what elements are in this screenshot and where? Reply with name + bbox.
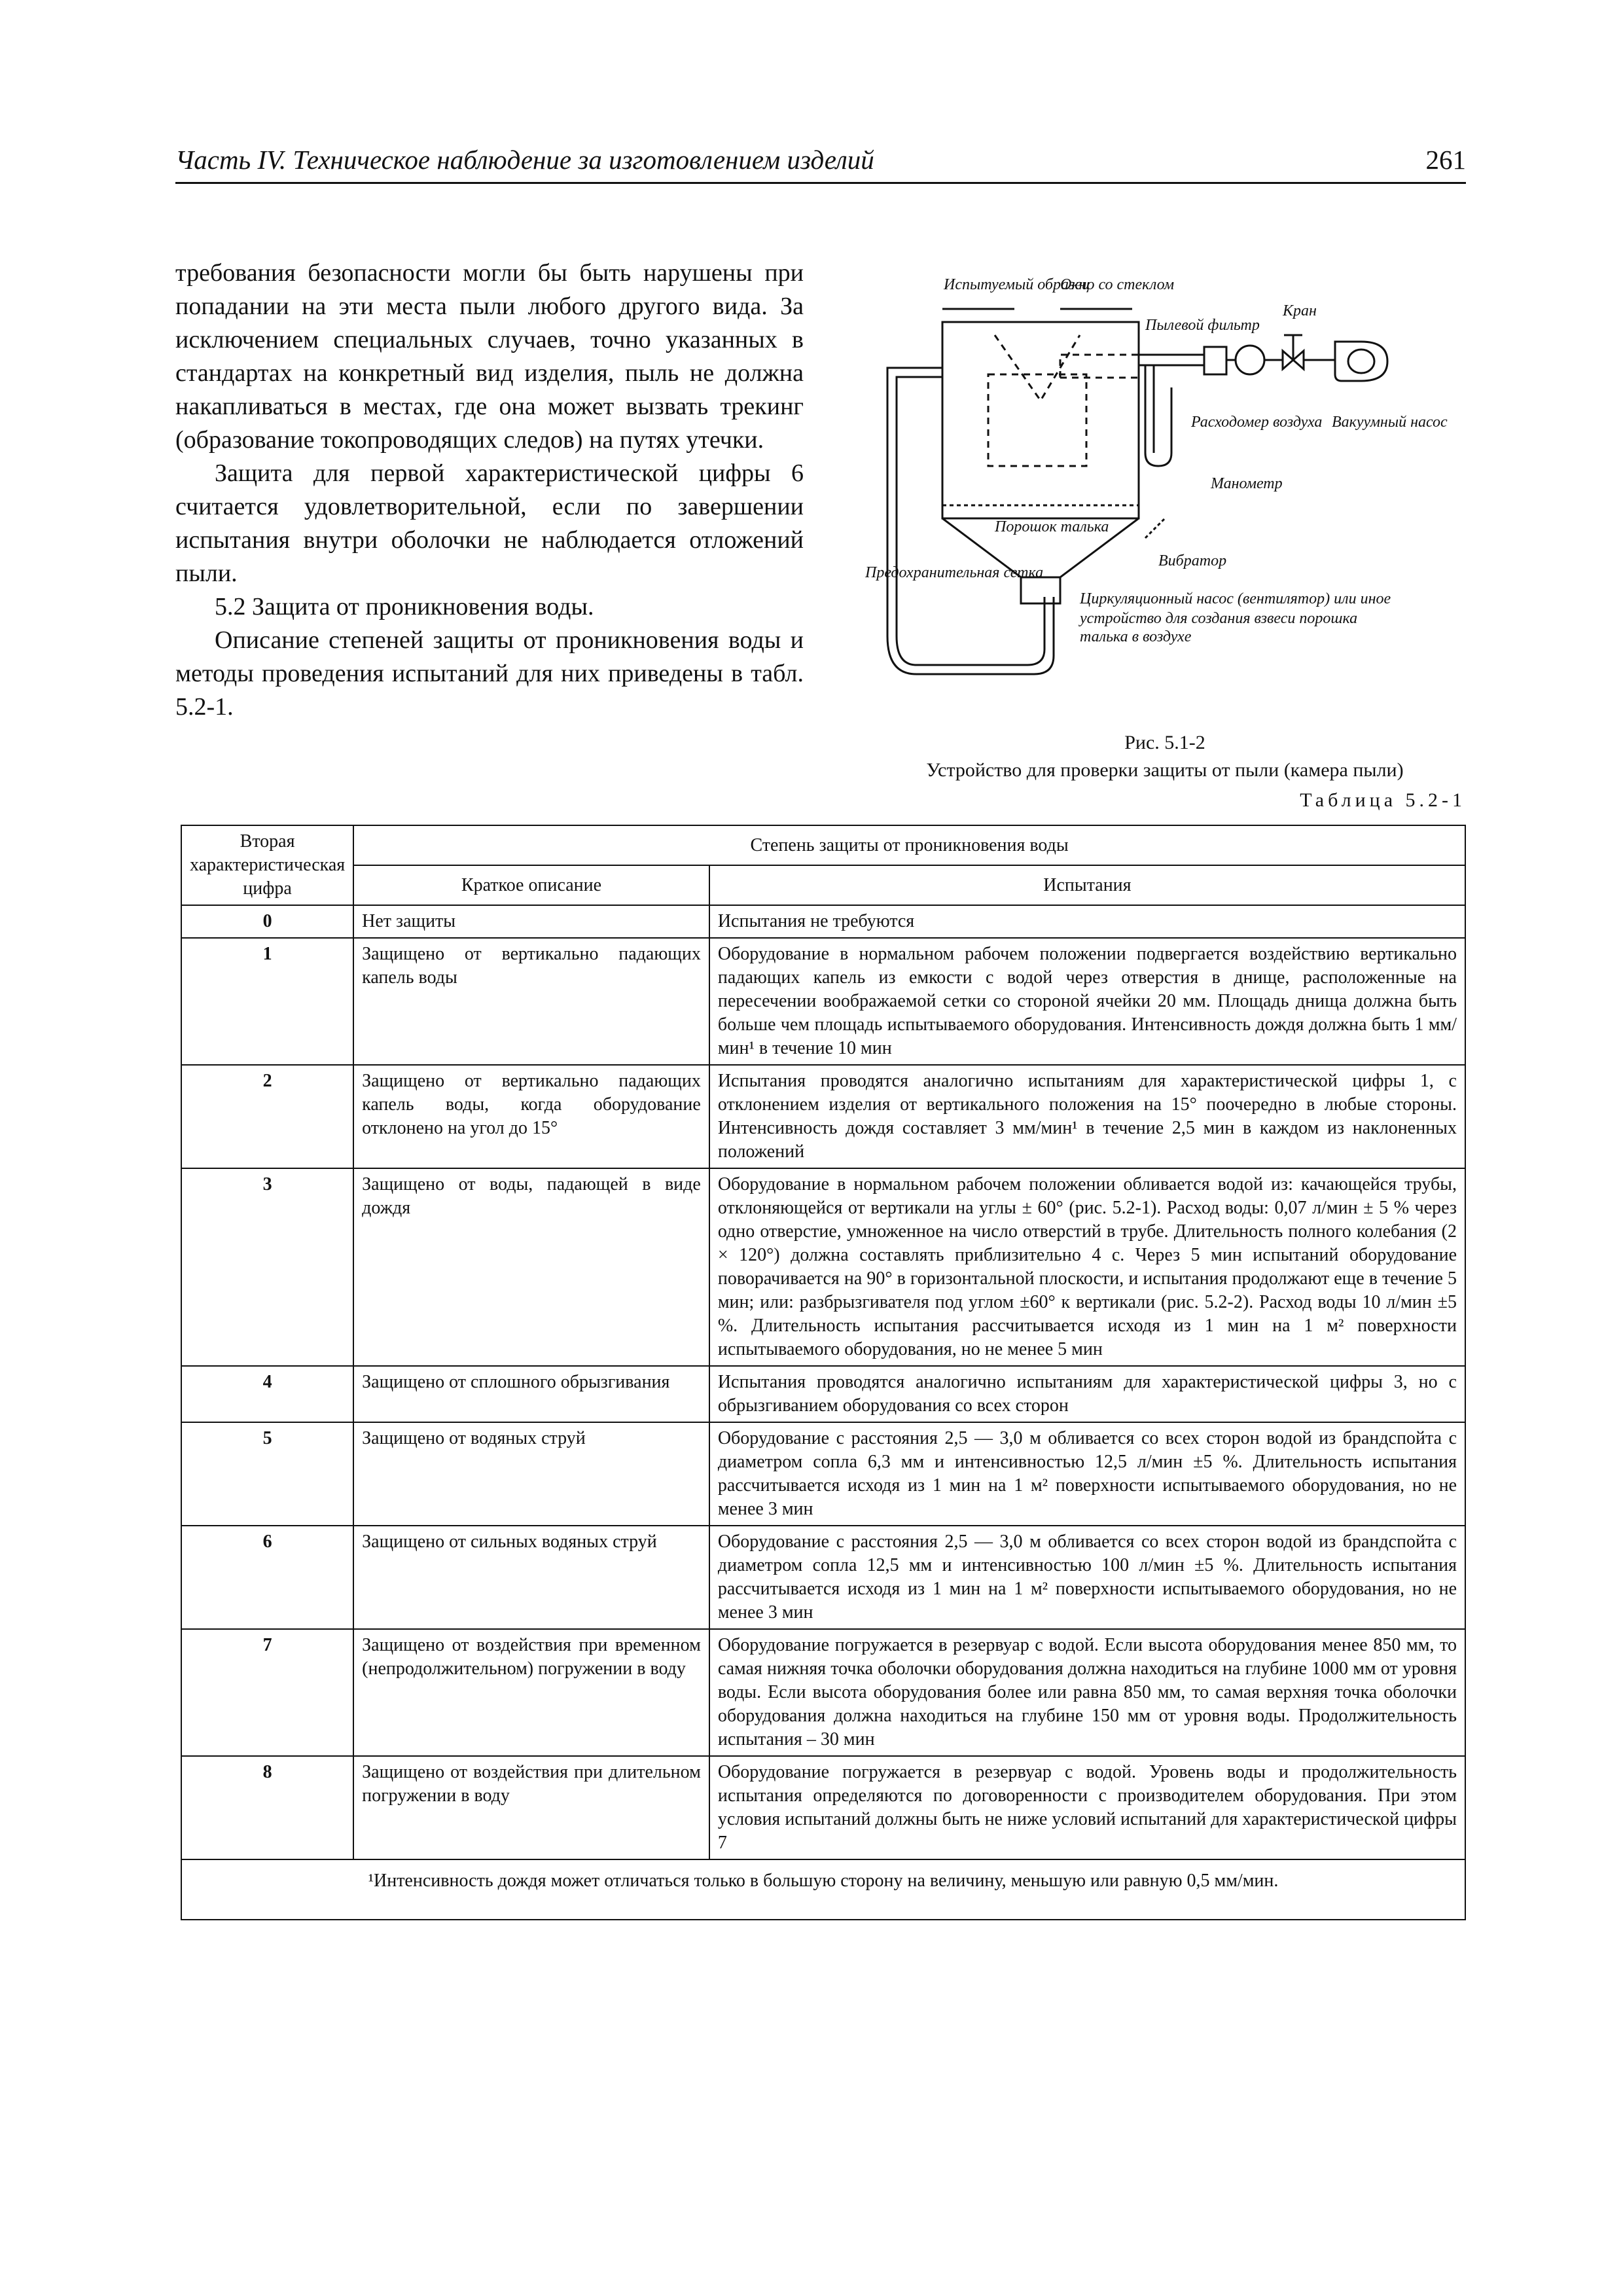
row-digit: 8 (181, 1756, 353, 1859)
row-description: Защищено от сильных водяных струй (353, 1526, 709, 1629)
row-description: Защищено от воздействия при временном (непродолжительном) погружении в воду (353, 1629, 709, 1756)
table-row (181, 1629, 1465, 1756)
header-title: Часть IV. Техническое наблюдение за изготовлением изделий (175, 145, 874, 175)
row-description: Защищено от сплошного обрызгивания (353, 1366, 709, 1422)
running-header (175, 136, 1466, 184)
label-filter: Пылевой фильтр (1145, 317, 1260, 334)
body-text (175, 257, 804, 724)
paragraph-1: требования безопасности могли бы быть нарушены при попадании на эти места пыли любого другого вида. За исключением специальных случаев, точно указанных в стандартах на конкретный вид изделия, пыль не должна накапливаться в местах, где она может вызвать трекинг (образование токопроводящих следов) на путях утечки. (175, 259, 804, 454)
label-mesh: Предохранительная сетка (865, 564, 1044, 581)
table-row (181, 1422, 1465, 1526)
row-description: Защищено от водяных струй (353, 1422, 709, 1526)
label-circ-1: Циркуляционный насос (вентилятор) или иное (1080, 590, 1391, 607)
row-description: Защищено от вертикально падающих капель воды, когда оборудование отклонено на угол до 15° (353, 1065, 709, 1168)
label-circ-2: устройство для создания взвеси порошка (1080, 610, 1358, 627)
paragraph-4: Описание степеней защиты от проникновения воды и методы проведения испытаний для них приведены в табл. 5.2-1. (175, 626, 804, 721)
row-digit: 1 (181, 938, 353, 1065)
label-circ-3: талька в воздухе (1080, 628, 1192, 645)
row-digit: 7 (181, 1629, 353, 1756)
paragraph-2: Защита для первой характеристической цифры 6 считается удовлетворительной, если по завершении испытания внутри оболочки не наблюдается отложений пыли. (175, 459, 804, 587)
row-test: Испытания проводятся аналогично испытаниям для характеристической цифры 3, но с обрызгиванием оборудования со всех сторон (709, 1366, 1465, 1422)
row-description: Защищено от вертикально падающих капель воды (353, 938, 709, 1065)
row-digit: 5 (181, 1422, 353, 1526)
row-test: Оборудование с расстояния 2,5 — 3,0 м обливается со всех сторон водой из брандспойта с диаметром сопла 12,5 мм и интенсивностью 100 л/мин ±5 %. Длительность испытания рассчитывается исходя из 1 мин на 1 м² поверхности испытываемого оборудования, но не менее 3 мин (709, 1526, 1465, 1629)
table-footnote-row (181, 1859, 1465, 1920)
row-description: Нет защиты (353, 905, 709, 938)
row-test: Оборудование в нормальном рабочем положении обливается водой из: качающейся трубы, отклоняющейся от вертикали на углы ± 60° (рис. 5.2-1). Расход воды: 0,07 л/мин ± 5 % через одно отверстие, умноженное на число отверстий в трубе. Длительность полного колебания (2 × 120°) должна составлять приблизительно 4 с. Через 5 мин испытаний оборудование поворачивается на 90° в горизонтальной плоскости, и испытания продолжают еще в течение 5 мин; или: разбрызгивателя под углом ±60° к вертикали (рис. 5.2-2). Расход воды 10 л/мин ±5 %. Длительность испытания рассчитывается исходя из 1 мин на 1 м² поверхности испытываемого оборудования, но не менее 5 мин (709, 1168, 1465, 1366)
label-talc: Порошок талька (995, 518, 1109, 535)
row-test: Оборудование погружается в резервуар с водой. Если высота оборудования менее 850 мм, то самая нижняя точка оболочки оборудования должна находиться на глубине 1000 мм от уровня воды. Если высота оборудования более или равна 850 мм, то самая верхняя точка оболочки оборудования должна находиться на глубине 150 мм от уровня воды. Продолжительность испытания – 30 мин (709, 1629, 1465, 1756)
table-row (181, 1366, 1465, 1422)
label-flowmeter: Расходомер воздуха (1191, 414, 1323, 431)
header-group: Степень защиты от проникновения воды (353, 825, 1465, 865)
row-digit: 2 (181, 1065, 353, 1168)
table-row (181, 1526, 1465, 1629)
table-caption: Таблица 5.2-1 (1300, 789, 1466, 811)
row-digit: 4 (181, 1366, 353, 1422)
row-test: Оборудование погружается в резервуар с водой. Уровень воды и продолжительность испытания определяются по договоренности с производителем оборудования. При этом условия испытаний должны быть не ниже условий испытаний для характеристической цифры 7 (709, 1756, 1465, 1859)
table-footnote: ¹Интенсивность дождя может отличаться только в большую сторону на величину, меньшую или равную 0,5 мм/мин. (181, 1859, 1465, 1920)
dust-chamber-figure (864, 270, 1467, 695)
header-tests: Испытания (709, 865, 1465, 905)
row-digit: 3 (181, 1168, 353, 1366)
row-digit: 6 (181, 1526, 353, 1629)
figure-number: Рис. 5.1-2 (1124, 732, 1205, 753)
page-number: 261 (1425, 145, 1466, 175)
row-test: Испытания не требуются (709, 905, 1465, 938)
section-heading-5-2: 5.2 Защита от проникновения воды. (215, 593, 594, 620)
label-window: Окно со стеклом (1060, 276, 1175, 293)
row-test: Оборудование с расстояния 2,5 — 3,0 м обливается со всех сторон водой из брандспойта с диаметром сопла 6,3 мм и интенсивностью 12,5 л/мин ±5 %. Длительность испытания рассчитывается исходя из 1 мин на 1 м² поверхности испытываемого оборудования, но не менее 3 мин (709, 1422, 1465, 1526)
water-protection-table (181, 825, 1466, 1920)
row-digit: 0 (181, 905, 353, 938)
row-test: Испытания проводятся аналогично испытаниям для характеристической цифры 1, с отклонением изделия от вертикального положения на 15° поочередно в любые стороны. Интенсивность дождя составляет 3 мм/мин¹ в течение 2,5 мин в каждом из наклоненных положений (709, 1065, 1465, 1168)
table-row (181, 1756, 1465, 1859)
figure-caption: Устройство для проверки защиты от пыли (камера пыли) (926, 759, 1404, 781)
table-row (181, 905, 1465, 938)
header-digit: Вторая характеристическая цифра (181, 825, 353, 905)
label-valve: Кран (1283, 302, 1317, 319)
label-sample: Испытуемый образец (944, 276, 1090, 293)
table-row (181, 1065, 1465, 1168)
dust-chamber-diagram (864, 270, 1467, 695)
row-description: Защищено от воздействия при длительном погружении в воду (353, 1756, 709, 1859)
label-manometer: Манометр (1211, 475, 1283, 492)
header-description: Краткое описание (353, 865, 709, 905)
label-pump: Вакуумный насос (1332, 414, 1448, 431)
table-row (181, 1168, 1465, 1366)
label-vibrator: Вибратор (1158, 552, 1227, 569)
table-row (181, 938, 1465, 1065)
row-description: Защищено от воды, падающей в виде дождя (353, 1168, 709, 1366)
row-test: Оборудование в нормальном рабочем положении подвергается воздействию вертикально падающих капель из емкости с водой через отверстия в днище, расположенные на пересечении воображаемой сетки со стороной ячейки 20 мм. Площадь днища должна быть больше чем площадь испытываемого оборудования. Интенсивность дождя должна быть 1 мм/мин¹ в течение 10 мин (709, 938, 1465, 1065)
